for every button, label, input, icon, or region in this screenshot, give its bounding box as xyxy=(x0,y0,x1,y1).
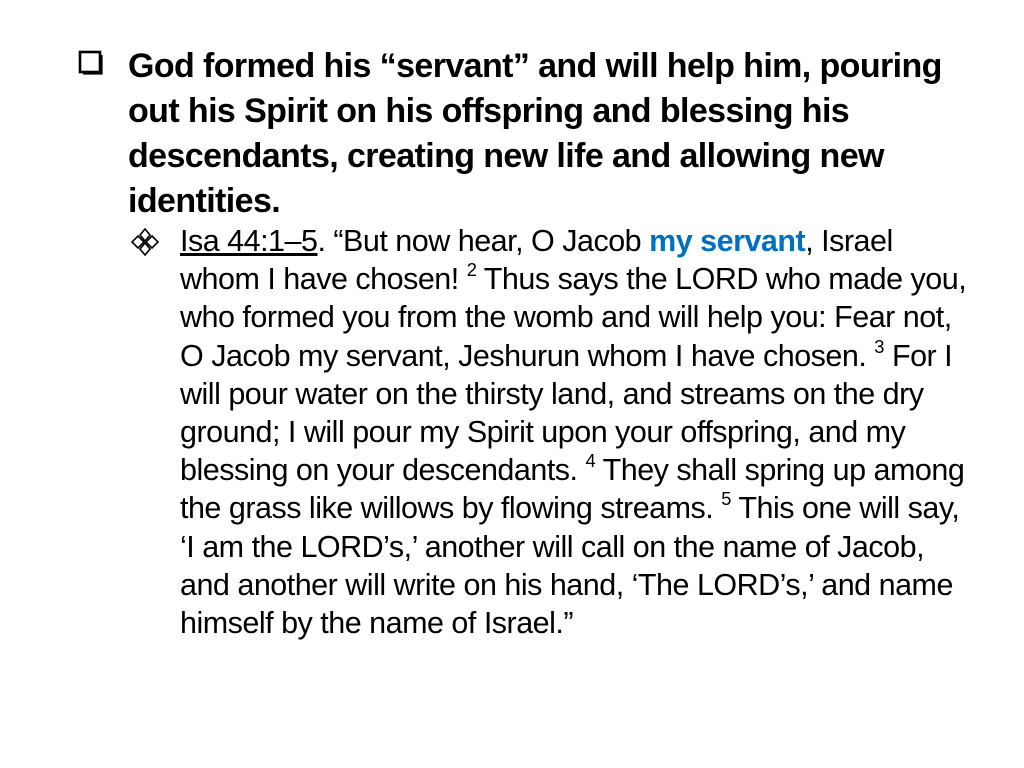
main-point-text: God formed his “servant” and will help him, pouring out his Spirit on his offspring and blessing his descendants, creating new life and allowing new identities. xyxy=(128,47,942,220)
four-diamond-bullet-icon xyxy=(131,228,159,256)
verse-number-3: 3 xyxy=(874,335,884,357)
verse-number-5: 5 xyxy=(721,488,731,510)
quote-segment-1: , Israel whom I have chosen! xyxy=(180,224,893,297)
verse-number-4: 4 xyxy=(585,450,596,472)
verse-number-2: 2 xyxy=(466,259,477,281)
quote-segment-5: This one will say, ‘I am the LORD’s,’ another will call on the name of Jacob, and another will write on his hand, ‘The LORD’s,’ and name himself by the name of Israel.” xyxy=(180,491,960,641)
highlighted-phrase: my servant xyxy=(649,224,806,258)
hollow-square-bullet-icon xyxy=(78,50,104,76)
scripture-quote xyxy=(180,222,970,642)
quote-segment-4: They shall spring up among the grass like willows by flowing streams. xyxy=(180,453,965,526)
quote-opening: . “But now hear, O Jacob xyxy=(317,224,650,258)
quote-segment-3: For I will pour water on the thirsty land, and streams on the dry ground; I will pour my Spirit upon your offspring, and my blessing on your descendants. xyxy=(180,338,953,488)
scripture-reference: Isa 44:1–5 xyxy=(180,224,318,258)
quote-segment-2: Thus says the LORD who made you, who formed you from the womb and will help you: Fear not, O Jacob my servant, Jeshurun whom I have chosen. xyxy=(180,262,967,373)
